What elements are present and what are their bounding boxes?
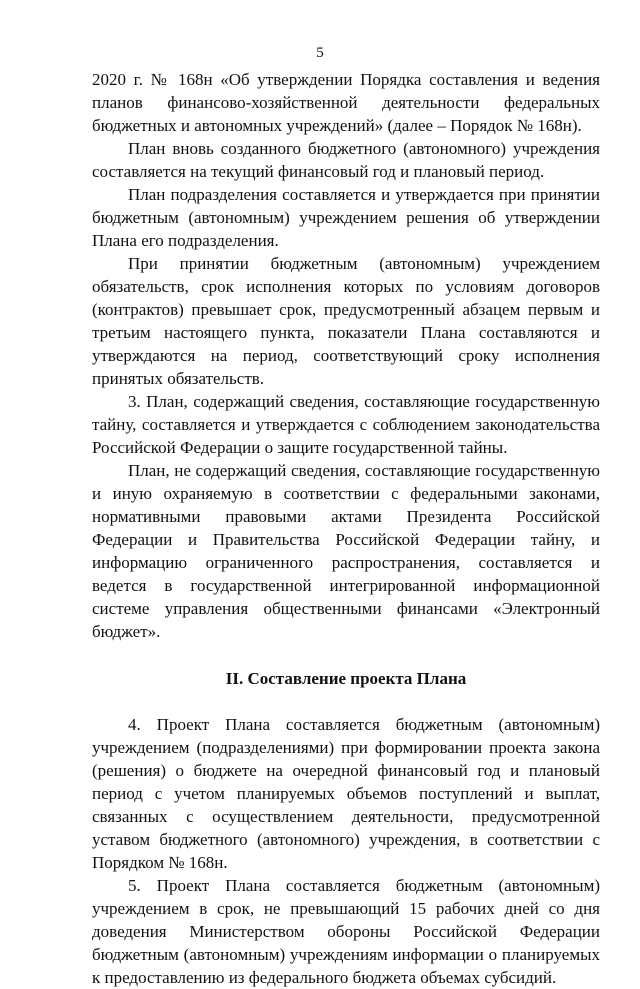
- paragraph-electronic-budget: План, не содержащий сведения, составляющие государственную и иную охраняемую в соответствии с федеральными законами, нормативными правовыми актами Президента Российской Федерации и Правительства Российской Федерации тайну, и информацию ограниченного распространения, составляется и ведется в государственной интегрированной информационной системе управления общественными финансами «Электронный бюджет».: [92, 461, 600, 641]
- paragraph-item-5-deadline: 5. Проект Плана составляется бюджетным (автономным) учреждением в срок, не превышающий 15 рабочих дней со дня доведения Министерством обороны Российской Федерации бюджетным (автономным) учреждениям информации о планируемых к предоставлению из федерального бюджета объемах субсидий.: [92, 876, 600, 987]
- paragraph-subdivision-plan: План подразделения составляется и утверждается при принятии бюджетным (автономным) учреждением решения об утверждении Плана его подразделения.: [92, 185, 600, 250]
- paragraph-obligations-period: При принятии бюджетным (автономным) учреждением обязательств, срок исполнения которых по условиям договоров (контрактов) превышает срок, предусмотренный абзацем первым и третьим настоящего пункта, показатели Плана составляются и утверждаются на период, соответствующий сроку исполнения принятых обязательств.: [92, 254, 600, 388]
- page-number: 5: [316, 45, 324, 61]
- document-body: [92, 68, 600, 989]
- paragraph-item-3-state-secret: 3. План, содержащий сведения, составляющие государственную тайну, составляется и утверждается с соблюдением законодательства Российской Федерации о защите государственной тайны.: [92, 392, 600, 457]
- paragraph-new-institution-plan: План вновь созданного бюджетного (автономного) учреждения составляется на текущий финансовый год и плановый период.: [92, 139, 600, 181]
- section-heading: II. Составление проекта Плана: [225, 669, 467, 688]
- paragraph-item-4-draft-plan: 4. Проект Плана составляется бюджетным (автономным) учреждением (подразделениями) при формировании проекта закона (решения) о бюджете на очередной финансовый год и плановый период с учетом планируемых объемов поступлений и выплат, связанных с осуществлением деятельности, предусмотренной уставом бюджетного (автономного) учреждения, в соответствии с Порядком № 168н.: [92, 715, 600, 872]
- paragraph-continuation: 2020 г. № 168н «Об утверждении Порядка составления и ведения планов финансово-хозяйственной деятельности федеральных бюджетных и автономных учреждений» (далее – Порядок № 168н).: [92, 70, 600, 135]
